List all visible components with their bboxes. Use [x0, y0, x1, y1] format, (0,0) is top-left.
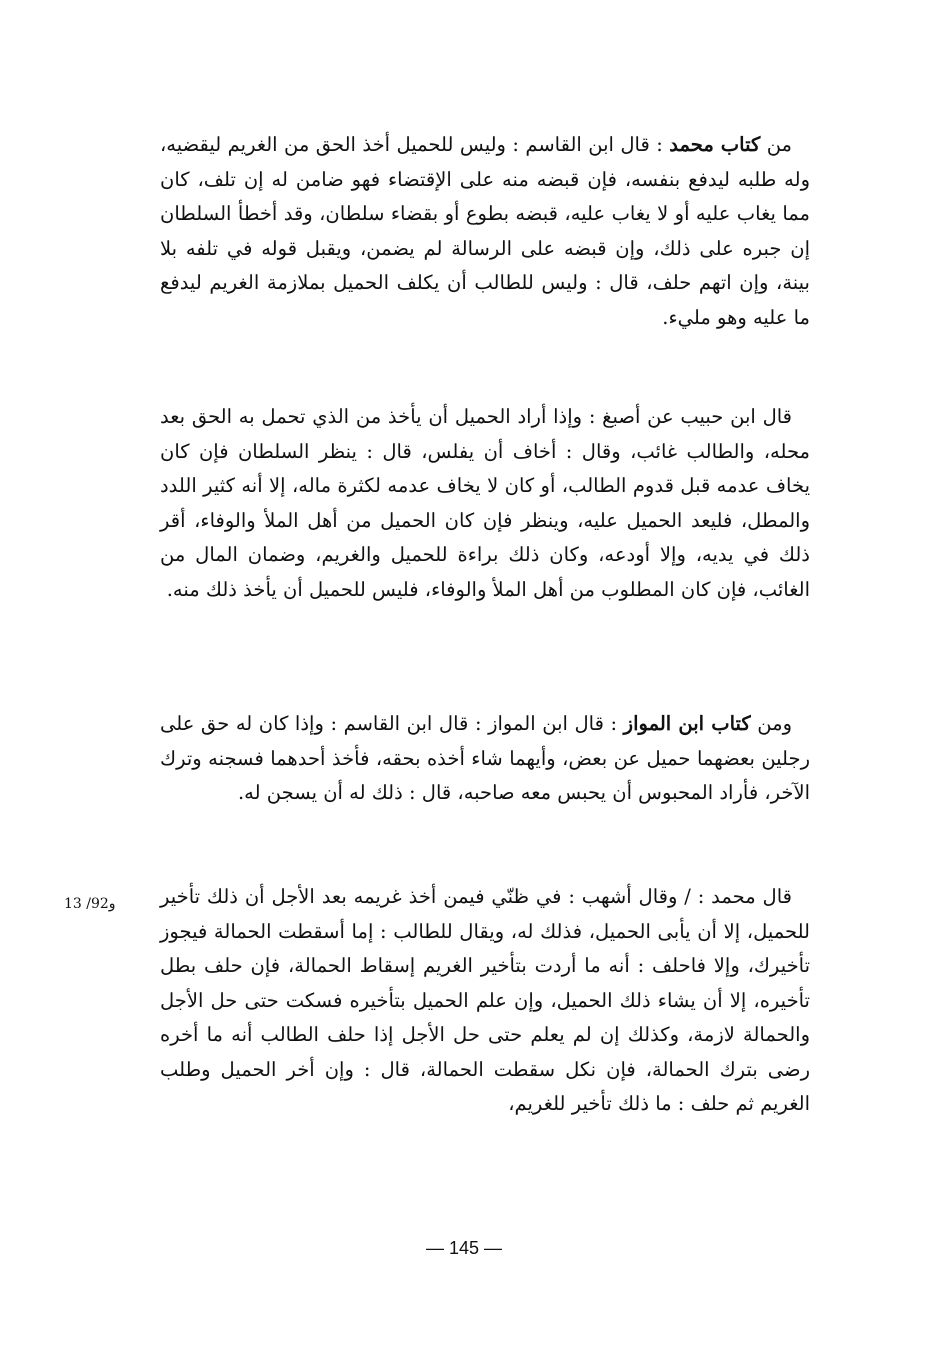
source-label: كتاب ابن المواز [623, 712, 751, 735]
paragraph-1 [160, 128, 810, 335]
paragraph-text [160, 880, 810, 1122]
page-number: — 145 — [425, 1238, 503, 1258]
paragraph-text [160, 128, 810, 335]
paragraph-text [160, 707, 810, 811]
paragraph-body: : قال ابن المواز : قال ابن القاسم : وإذا كان له حق على رجلين بعضهما حميل عن بعض، وأيهما شاء أخذه بحقه، فأخذ أحدهما فسجنه وترك الآخر، فأراد المحبوس أن يحبس معه صاحبه، قال : ذلك له أن يسجن له. [160, 712, 810, 804]
source-label: كتاب محمد [669, 133, 761, 156]
paragraph-3 [160, 707, 810, 811]
paragraph-4 [160, 880, 810, 1122]
manuscript-folio-note: 13 /92و [64, 896, 116, 912]
paragraph-2 [160, 400, 810, 607]
paragraph-body: قال محمد : / وقال أشهب : في ظنّي فيمن أخذ غريمه بعد الأجل أن ذلك تأخير للحميل، إلا أن يأبى الحميل، فذلك له، ويقال للطالب : إما أسقطت الحمالة فيجوز تأخيرك، وإلا فاحلف : أنه ما أردت بتأخير الغريم إسقاط الحمالة، فإن حلف بطل تأخيره، إلا أن يشاء ذلك الحميل، وإن علم الحميل بتأخيره فسكت حتى حل الأجل والحمالة لازمة، وكذلك إن لم يعلم حتى حل الأجل إذا حلف الطالب أنه ما أخره رضى بترك الحمالة، فإن نكل سقطت الحمالة، قال : وإن أخر الحميل وطلب الغريم ثم حلف : ما ذلك تأخير للغريم، [160, 885, 810, 1115]
paragraph-body: قال ابن حبيب عن أصبغ : وإذا أراد الحميل أن يأخذ من الذي تحمل به الحق بعد محله، والطالب غائب، وقال : أخاف أن يفلس، قال : ينظر السلطان فإن كان يخاف عدمه قبل قدوم الطالب، أو كان لا يخاف عدمه لكثرة ماله، إلا أنه كثير اللدد والمطل، فليعد الحميل عليه، وينظر فإن كان الحميل من أهل الملأ والوفاء، أقر ذلك في يديه، وإلا أودعه، وكان ذلك براءة للحميل والغريم، وضمان المال من الغائب، فإن كان المطلوب من أهل الملأ والوفاء، فليس للحميل أن يأخذ ذلك منه. [160, 405, 810, 601]
paragraph-text [160, 400, 810, 607]
paragraph-body: : قال ابن القاسم : وليس للحميل أخذ الحق من الغريم ليقضيه، وله طلبه ليدفع بنفسه، فإن قبضه منه على الإقتضاء فهو ضامن له إن تلف، كان مما يغاب عليه أو لا يغاب عليه، قبضه بطوع أو بقضاء سلطان، وقد أخطأ السلطان إن جبره على ذلك، وإن قبضه على الرسالة لم يضمن، ويقبل قوله في تلفه بلا بينة، وإن اتهم حلف، قال : وليس للطالب أن يكلف الحميل بملازمة الغريم ليدفع ما عليه وهو مليء. [160, 133, 810, 329]
paragraph-lead: من [760, 133, 792, 156]
paragraph-lead: ومن [750, 712, 792, 735]
